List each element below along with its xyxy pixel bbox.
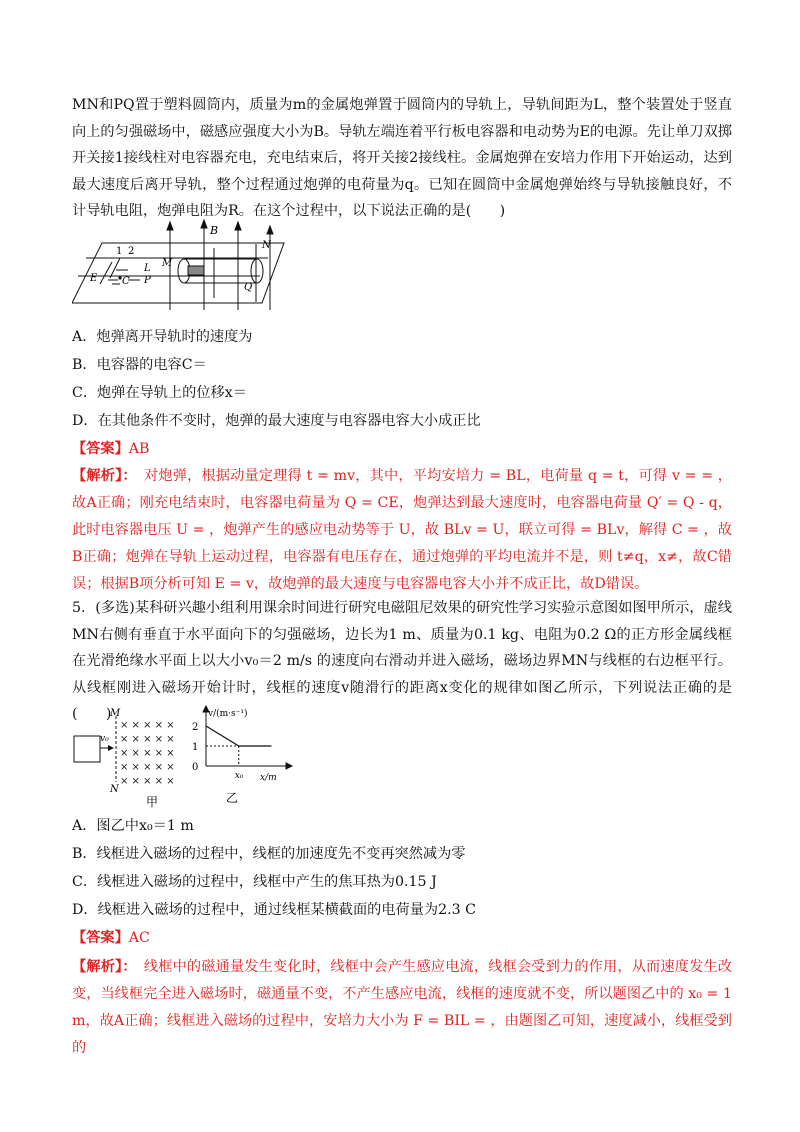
q5-answer-value: AC: [128, 930, 150, 946]
fig-yi-ytick-1: 1: [192, 742, 199, 753]
q4-answer-label: 【答案】: [72, 441, 129, 457]
fig4-label-2: 2: [128, 246, 135, 257]
fig4-label-1: 1: [116, 246, 123, 257]
q4-stem: MN和PQ置于塑料圆筒内，质量为m的金属炮弹置于圆筒内的导轨上，导轨间距为L，整个装置处于竖直向上的匀强磁场中，磁感应强度大小为B。导轨左端连着平行板电容器和电动势为E的电源。先让单刀双掷开关接1接线柱对电容器充电，充电结束后，将开关接2接线柱。金属炮弹在安培力作用下开始运动，达到最大速度后离开导轨，整个过程通过炮弹的电荷量为q。已知在圆筒中金属炮弹始终与导轨接触良好，不计导轨电阻，炮弹电阻为R。在这个过程中，以下说法正确的是( ): [72, 97, 732, 219]
q5-analysis: [72, 954, 732, 1062]
fig4-label-b: B: [210, 224, 219, 237]
q5-analysis-label: 【解析】：: [72, 959, 130, 975]
q4-option-b: B．电容器的电容C＝: [72, 357, 207, 373]
fig-yi-xlabel: x/m: [260, 773, 277, 783]
fig4-label-p: P: [144, 275, 151, 286]
fig-yi-ytick-0: 0: [192, 762, 199, 773]
q5-analysis-text: 线框中的磁通量发生变化时，线框中会产生感应电流，线框会受到力的作用，从而速度发生改变，当线框完全进入磁场时，磁通量不变，不产生感应电流，线框的速度就不变，所以题图乙中的 x₀ = 1 m，故A正确；线框进入磁场的过程中，安培力大小为 F = BIL = ，由题图乙可知，速度减小，线框受到的: [72, 959, 732, 1056]
q5-answer: [72, 926, 150, 950]
q4-option-c: C．炮弹在导轨上的位移x＝: [72, 385, 247, 401]
fig4-label-e: E: [90, 273, 98, 284]
fig4-label-l: L: [144, 263, 151, 274]
q4-analysis: [72, 463, 732, 598]
svg-text:× × × × ×: × × × × ×: [120, 776, 175, 787]
fig-yi-ytick-2: 2: [192, 722, 199, 733]
x-axis-arrow: [286, 763, 292, 769]
q4-analysis-text: 对炮弹，根据动量定理得 t = mv，其中，平均安培力 = BL，电荷量 q = t，可得 v = = ，故A正确；刚充电结束时，电容器电荷量为 Q = CE，炮弹达到最大速度时，电容器电荷量 Q′ = Q - q，此时电容器电压 U = ，炮弹产生的感应电动势等于 U，故 BLv = U，联立可得 = BLv，解得 C = ，故B正确；炮弹在导轨上运动过程，电容器有电压存在，通过炮弹的平均电流并不是，则 t≠q，x≠，故C错误；根据B项分析可知 E = v，故炮弹的最大速度与电容器电容大小并不成正比，故D错误。: [72, 468, 732, 592]
q5-option-d: D．线框进入磁场的过程中，通过线框某横截面的电荷量为2.3 C: [72, 902, 476, 918]
q4-option-d: D．在其他条件不变时，炮弹的最大速度与电容器电容大小成正比: [72, 413, 481, 429]
svg-text:× × × × ×: × × × × ×: [120, 762, 175, 773]
q5-answer-label: 【答案】: [72, 930, 129, 946]
series-line-v-x: [206, 726, 271, 746]
fig-jia-label-n: N: [110, 784, 119, 795]
fig-yi-ylabel: v/(m·s⁻¹): [208, 709, 248, 719]
q5-fig-yi-chart: [188, 704, 298, 810]
q5-stem: 5．(多选)某科研兴趣小组利用课余时间进行研究电磁阻尼效果的研究性学习实验示意图如图甲所示，虚线MN右侧有垂直于水平面向下的匀强磁场，边长为1 m、质量为0.1 kg、电阻为0.2 Ω的正方形金属线框在光滑绝缘水平面上以大小v₀＝2 m/s 的速度向右滑动并进入磁场，磁场边界MN与线框的右边框平行。从线框刚进入磁场开始计时，线框的速度v随滑行的距离x变化的规律如图乙所示，下列说法正确的是( ): [72, 600, 732, 722]
fig-jia-label-m: M: [110, 708, 121, 719]
q4-analysis-label: 【解析】：: [72, 468, 130, 484]
fig-jia-label-v0: v₀: [100, 734, 109, 744]
magnetic-field-crosses: [120, 720, 175, 787]
fig4-label-c: C: [122, 276, 130, 287]
svg-text:× × × × ×: × × × × ×: [120, 734, 175, 745]
svg-text:× × × × ×: × × × × ×: [120, 748, 175, 759]
q4-option-a: A．炮弹离开导轨时的速度为: [72, 329, 253, 345]
q4-railgun-figure: [72, 218, 292, 310]
q5-fig-jia: [72, 708, 192, 808]
fig-yi-caption: 乙: [226, 791, 239, 805]
fig-yi-xtick-x0: x₀: [234, 771, 244, 781]
fig4-label-q: Q: [244, 282, 253, 293]
q5-option-c: C．线框进入磁场的过程中，线框中产生的焦耳热为0.15 J: [72, 874, 437, 890]
q4-answer-value: AB: [128, 441, 150, 457]
svg-text:× × × × ×: × × × × ×: [120, 720, 175, 731]
q5-option-b: B．线框进入磁场的过程中，线框的加速度先不变再突然减为零: [72, 846, 466, 862]
fig4-label-m: M: [162, 258, 173, 269]
q4-answer: [72, 437, 149, 461]
q5-option-a: A．图乙中x₀＝1 m: [72, 818, 194, 834]
fig-jia-caption: 甲: [146, 795, 159, 808]
fig4-label-n: N: [262, 240, 271, 251]
